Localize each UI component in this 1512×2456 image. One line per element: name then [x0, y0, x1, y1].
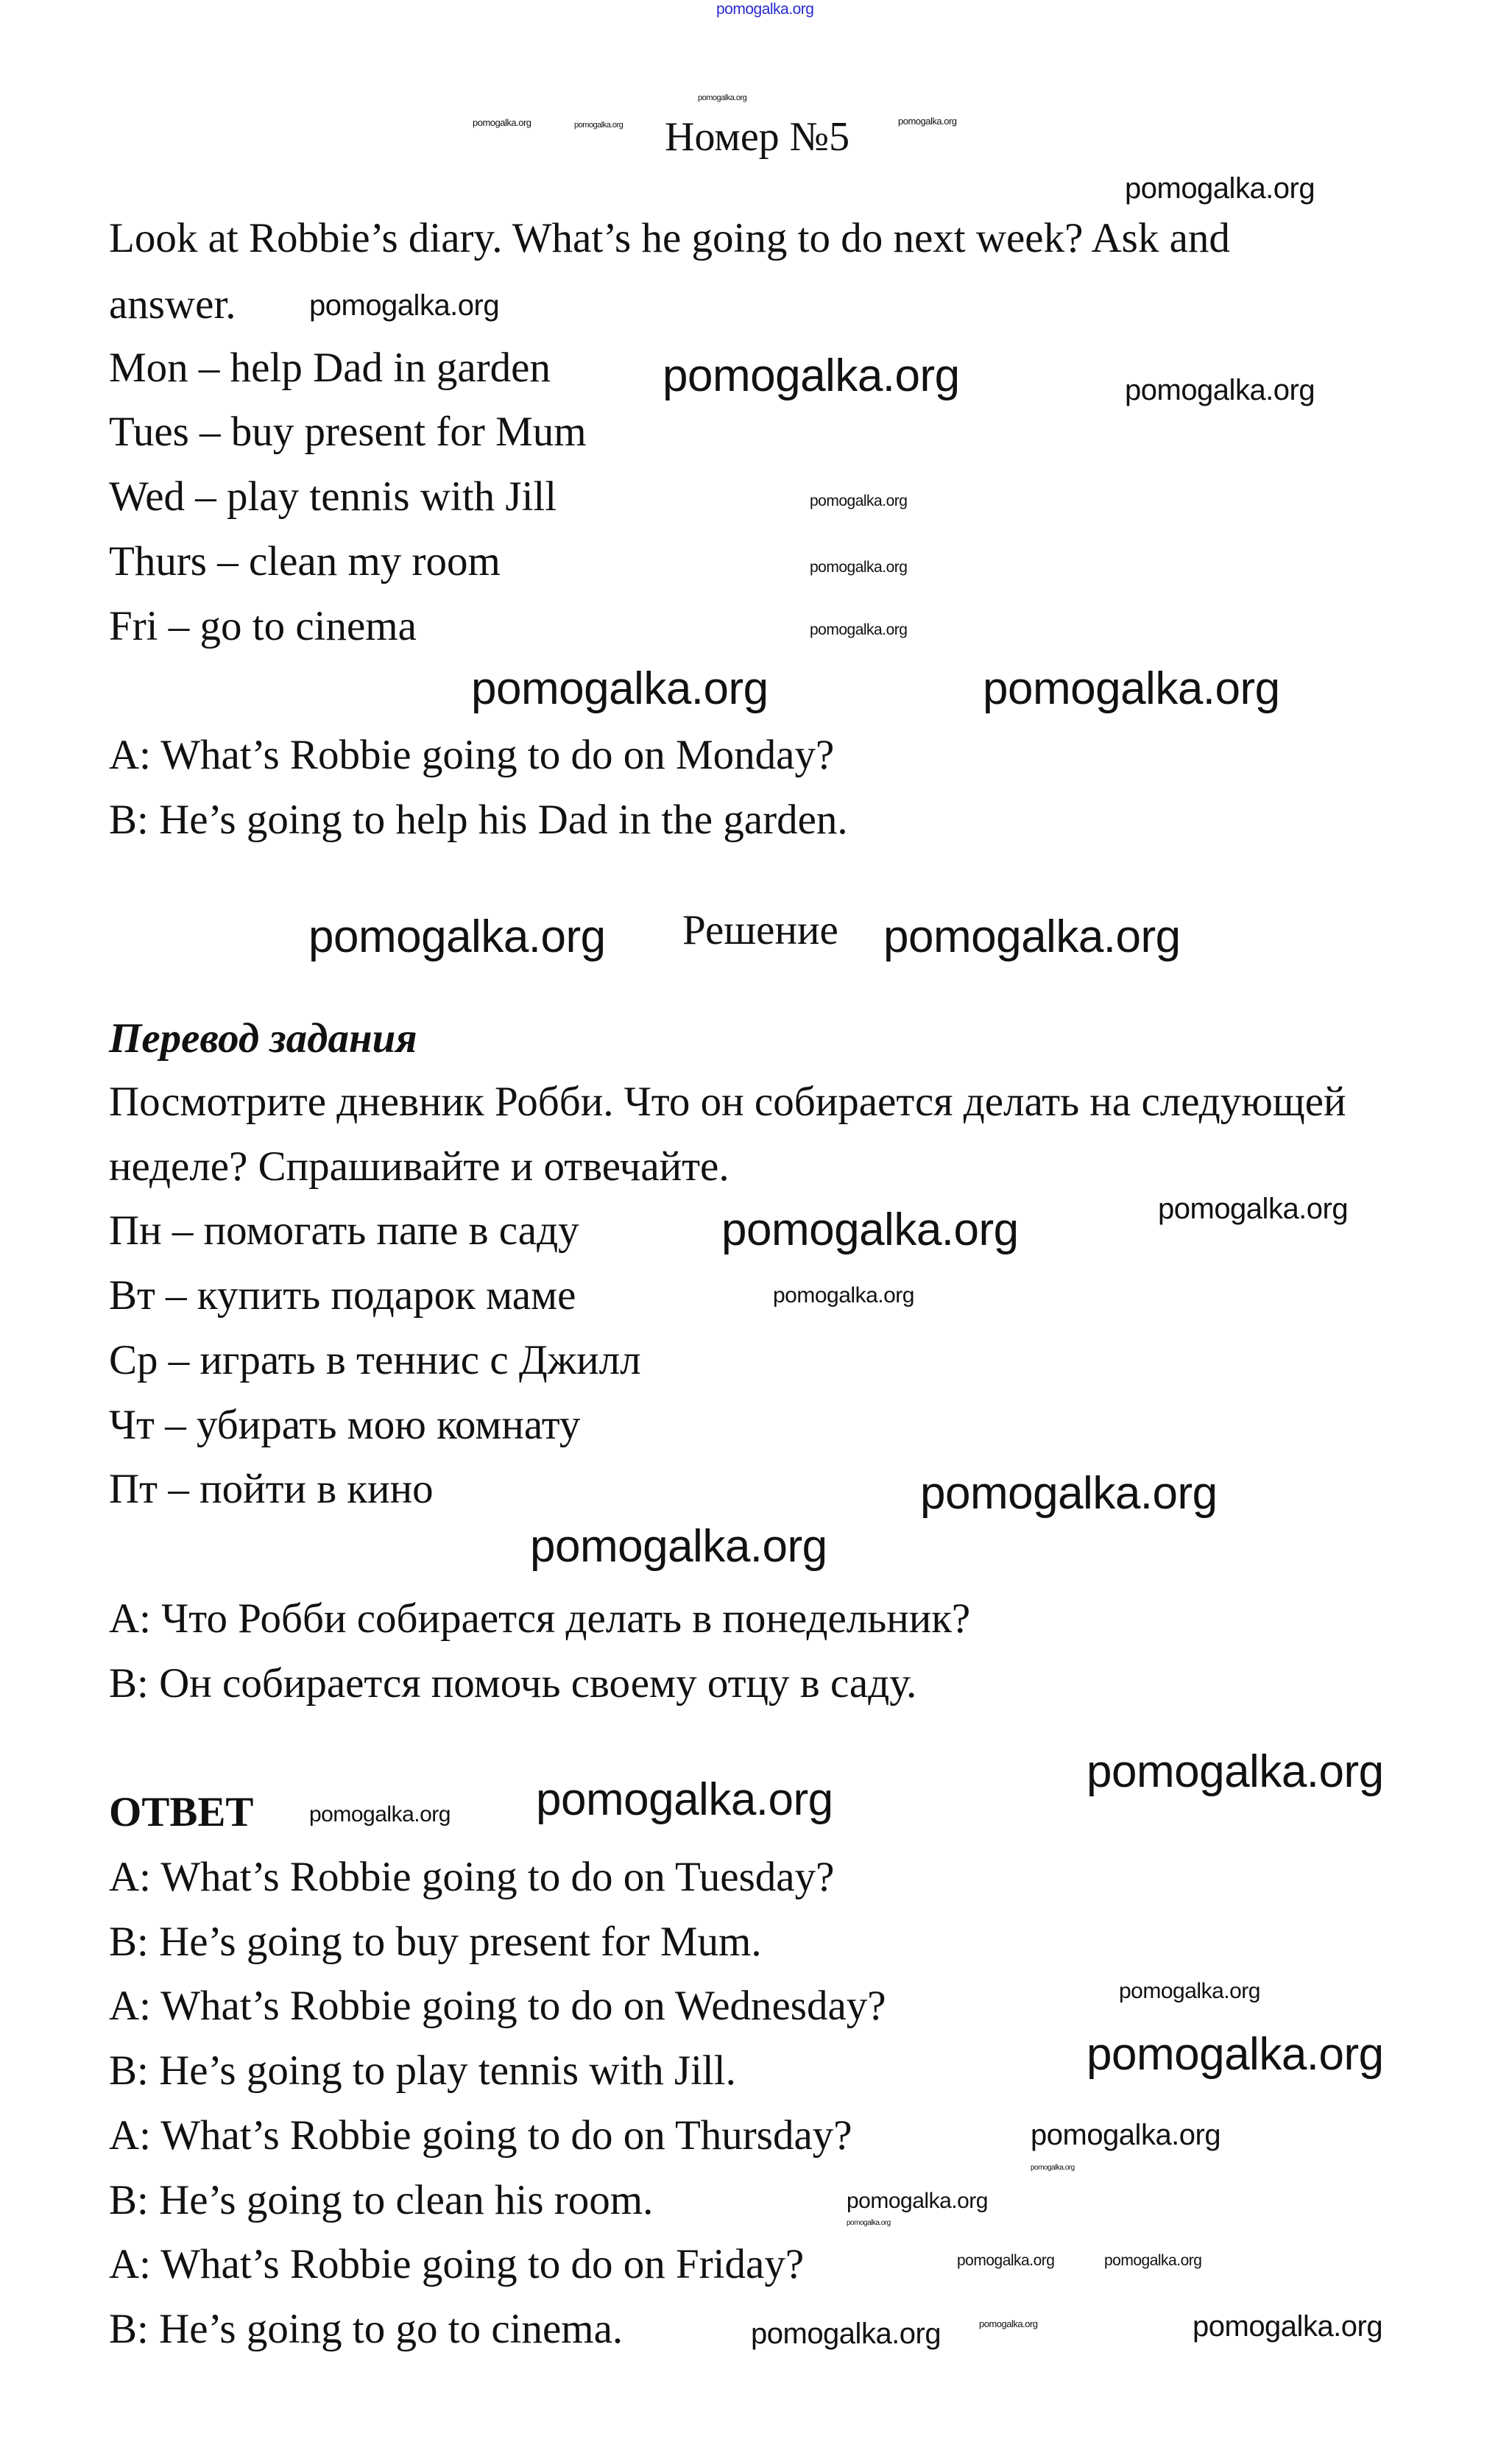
translated-diary-entry: Чт – убирать мою комнату — [109, 1402, 581, 1448]
watermark: pomogalka.org — [1087, 2029, 1384, 2080]
solution-heading: Решение — [682, 907, 838, 953]
translation-heading: Перевод задания — [109, 1015, 417, 1062]
diary-entry: Fri – go to cinema — [109, 603, 417, 649]
watermark: pomogalka.org — [1087, 1746, 1384, 1797]
watermark: pomogalka.org — [883, 911, 1181, 962]
watermark: pomogalka.org — [847, 2189, 988, 2213]
task-instruction: Look at Robbie’s diary. What’s he going to do next week? Ask and — [109, 215, 1230, 261]
translated-diary-entry: Пт – пойти в кино — [109, 1466, 434, 1512]
watermark: pomogalka.org — [1031, 2119, 1221, 2151]
answer-line: B: He’s going to play tennis with Jill. — [109, 2047, 736, 2094]
translated-diary-entry: Пн – помогать папе в саду — [109, 1207, 579, 1254]
answer-line: A: What’s Robbie going to do on Wednesday? — [109, 1983, 886, 2029]
watermark: pomogalka.org — [1193, 2310, 1383, 2343]
example-answer: B: He’s going to help his Dad in the garden. — [109, 797, 848, 843]
translated-example-question: A: Что Робби собирается делать в понедельник? — [109, 1595, 971, 1642]
diary-entry: Mon – help Dad in garden — [109, 345, 551, 391]
watermark: pomogalka.org — [1031, 2164, 1075, 2172]
answer-line: A: What’s Robbie going to do on Thursday? — [109, 2112, 852, 2159]
watermark: pomogalka.org — [983, 663, 1280, 714]
translated-diary-entry: Ср – играть в теннис с Джилл — [109, 1337, 641, 1383]
watermark: pomogalka.org — [898, 116, 957, 127]
answer-line: A: What’s Robbie going to do on Tuesday? — [109, 1854, 835, 1900]
example-question: A: What’s Robbie going to do on Monday? — [109, 732, 835, 778]
diary-entry: Tues – buy present for Mum — [109, 409, 587, 455]
watermark: pomogalka.org — [473, 117, 531, 128]
watermark: pomogalka.org — [663, 350, 960, 401]
watermark: pomogalka.org — [698, 93, 747, 102]
watermark: pomogalka.org — [1104, 2252, 1202, 2269]
watermark: pomogalka.org — [920, 1468, 1218, 1519]
answer-line: B: He’s going to buy present for Mum. — [109, 1919, 762, 1965]
translation-text: Посмотрите дневник Робби. Что он собирается делать на следующей — [109, 1079, 1346, 1125]
answer-line: B: He’s going to clean his room. — [109, 2177, 654, 2223]
page-title: Номер №5 — [665, 114, 850, 160]
watermark: pomogalka.org — [471, 663, 769, 714]
translation-text-cont: неделе? Спрашивайте и отвечайте. — [109, 1143, 729, 1190]
answer-line: B: He’s going to go to cinema. — [109, 2306, 623, 2352]
watermark: pomogalka.org — [716, 1, 814, 18]
watermark: pomogalka.org — [309, 289, 500, 322]
watermark: pomogalka.org — [1119, 1979, 1260, 2003]
watermark: pomogalka.org — [308, 911, 606, 962]
diary-entry: Wed – play tennis with Jill — [109, 473, 557, 520]
watermark: pomogalka.org — [309, 1802, 451, 1827]
watermark: pomogalka.org — [530, 1521, 827, 1572]
watermark: pomogalka.org — [810, 559, 908, 576]
task-instruction-cont: answer. — [109, 281, 236, 328]
diary-entry: Thurs – clean my room — [109, 538, 501, 585]
translated-diary-entry: Вт – купить подарок маме — [109, 1272, 576, 1319]
watermark: pomogalka.org — [1125, 374, 1315, 406]
answer-heading: ОТВЕТ — [109, 1789, 254, 1835]
watermark: pomogalka.org — [810, 621, 908, 638]
watermark: pomogalka.org — [847, 2219, 891, 2227]
watermark: pomogalka.org — [536, 1774, 833, 1825]
watermark: pomogalka.org — [1125, 172, 1315, 205]
watermark: pomogalka.org — [751, 2318, 942, 2350]
watermark: pomogalka.org — [721, 1204, 1019, 1255]
watermark: pomogalka.org — [574, 121, 623, 130]
answer-line: A: What’s Robbie going to do on Friday? — [109, 2241, 805, 2287]
translated-example-answer: B: Он собирается помочь своему отцу в саду. — [109, 1660, 917, 1707]
watermark: pomogalka.org — [810, 493, 908, 509]
watermark: pomogalka.org — [957, 2252, 1055, 2269]
watermark: pomogalka.org — [773, 1283, 914, 1308]
watermark: pomogalka.org — [979, 2318, 1038, 2329]
watermark: pomogalka.org — [1158, 1193, 1349, 1225]
